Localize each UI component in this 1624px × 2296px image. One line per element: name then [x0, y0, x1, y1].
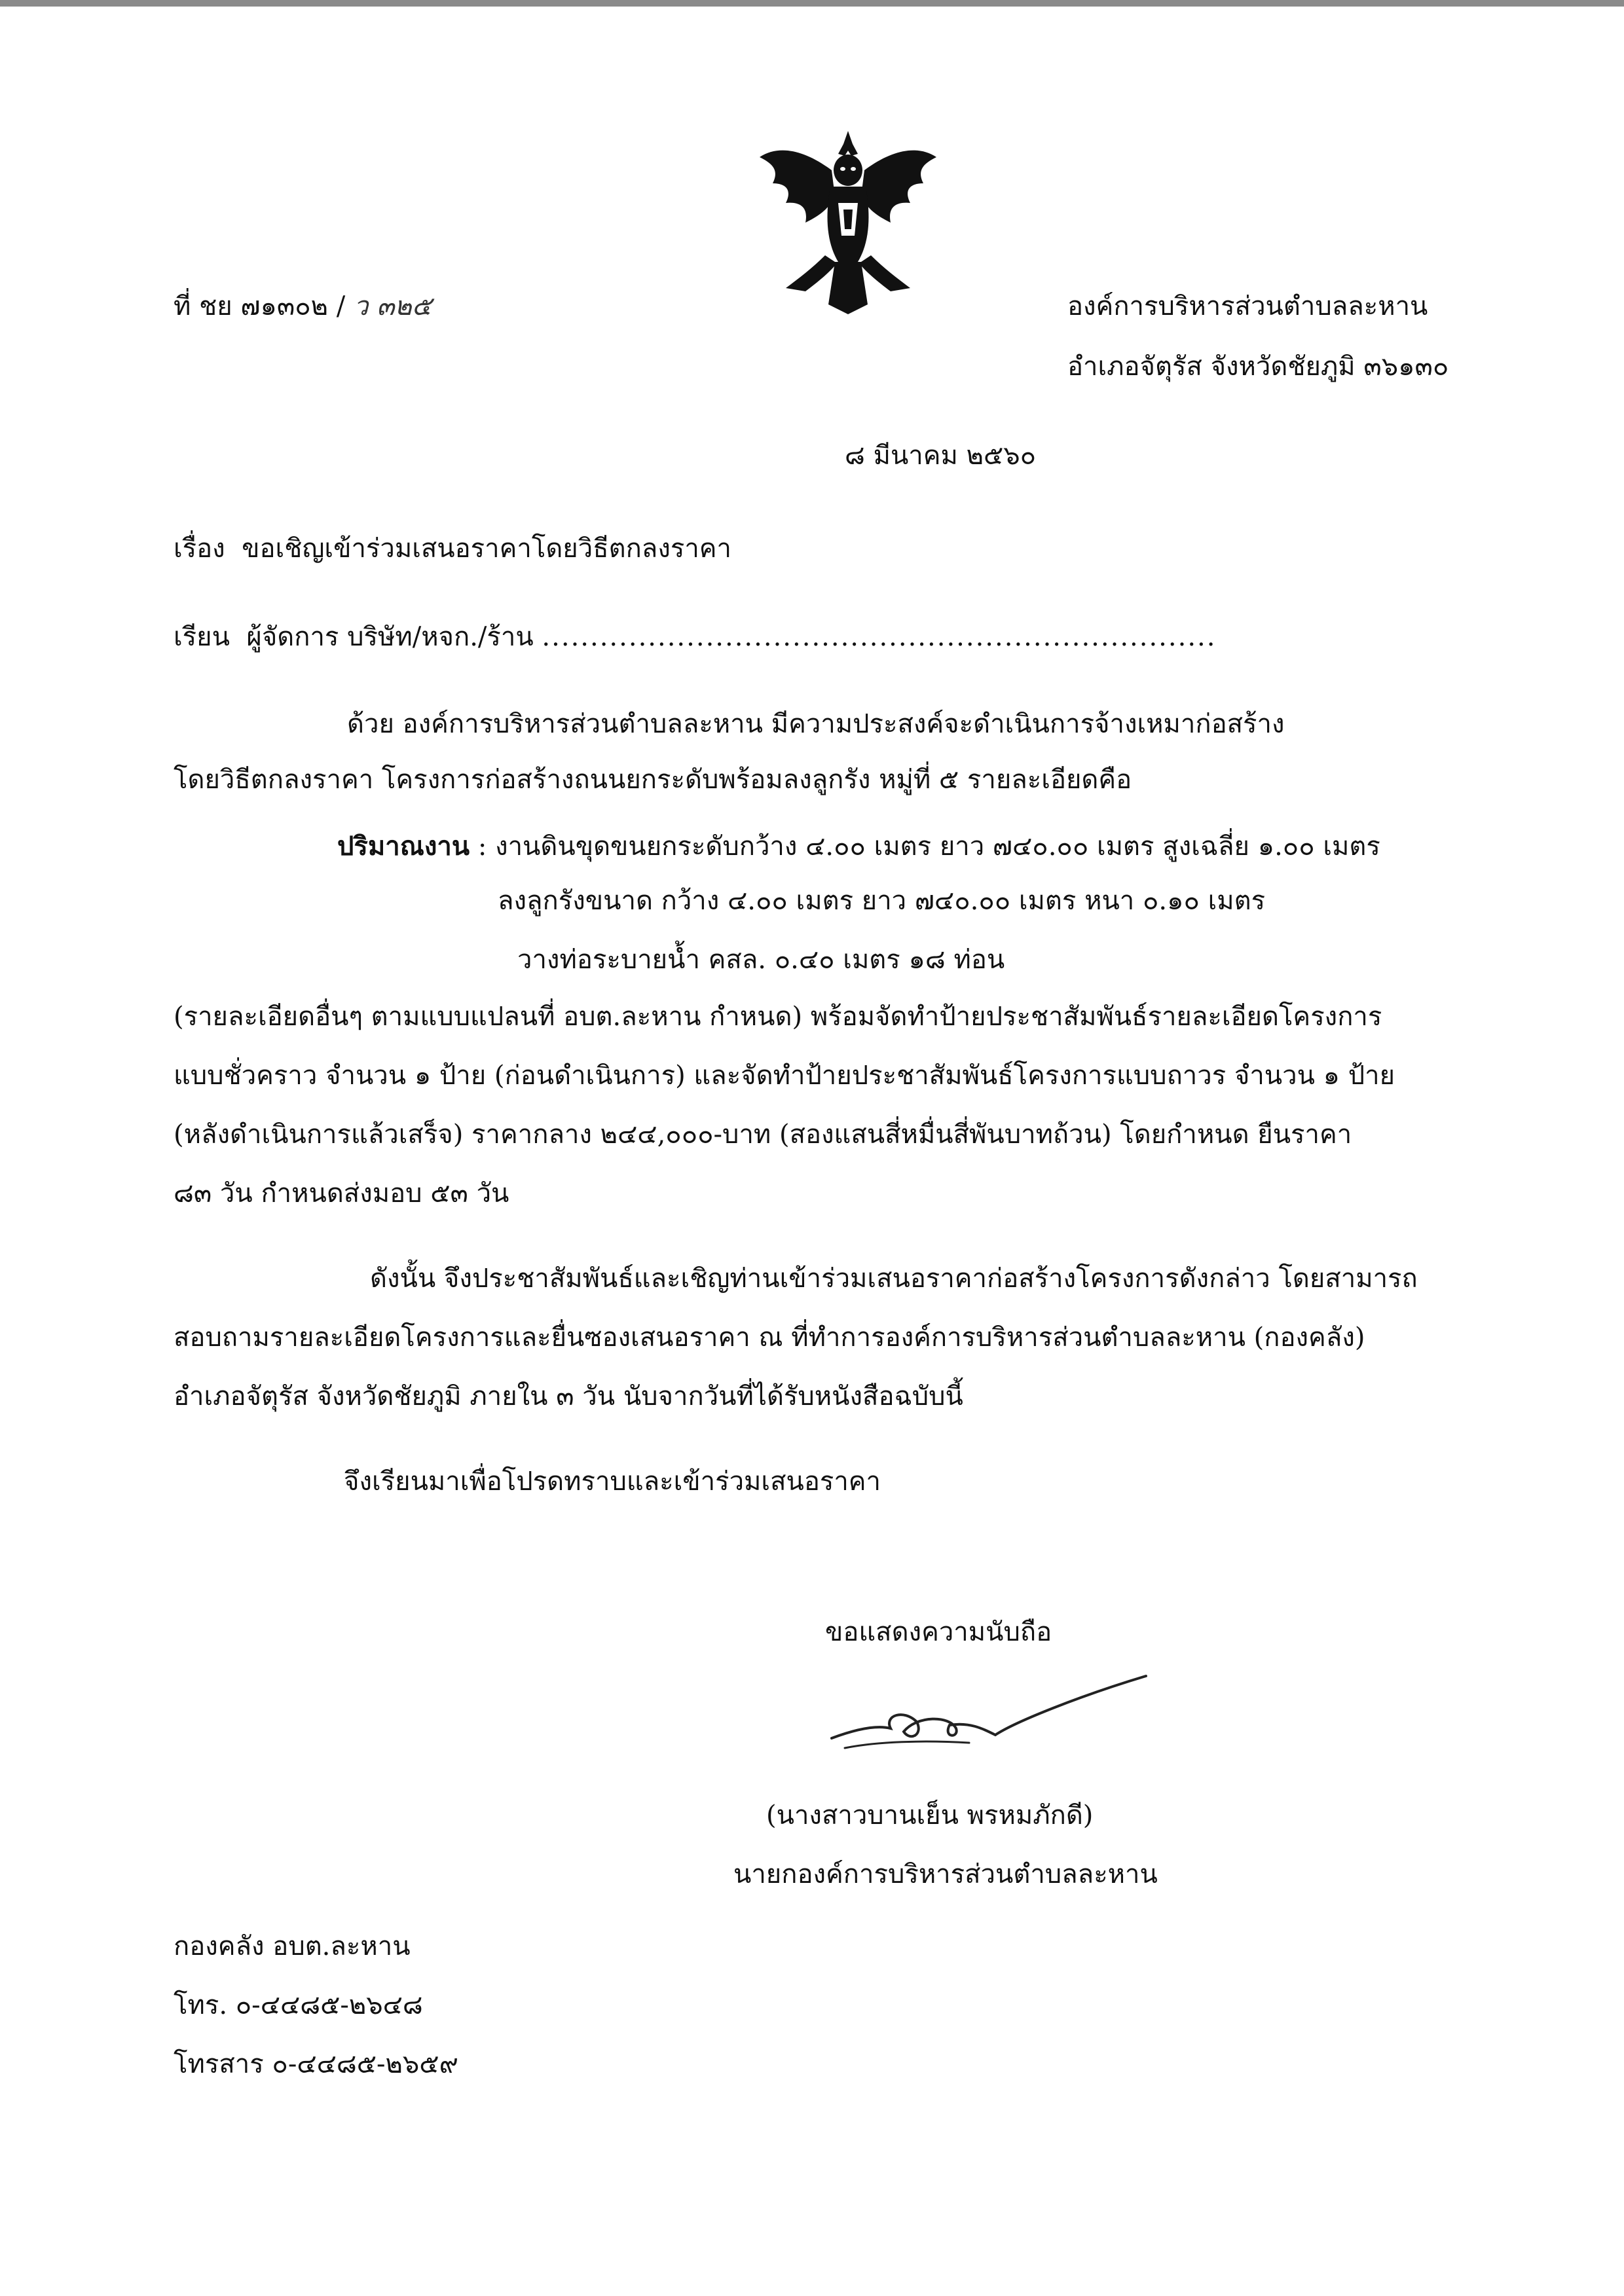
paragraph-1-line-1: ด้วย องค์การบริหารส่วนตำบลละหาน มีความประสงค์จะดำเนินการจ้างเหมาก่อสร้าง: [347, 709, 1285, 739]
reference-number-handwritten: ว ๓๒๕: [353, 291, 432, 321]
footer-department: กองคลัง อบต.ละหาน: [174, 1931, 411, 1961]
subject-label: เรื่อง: [174, 534, 225, 564]
closing-regards: ขอแสดงความนับถือ: [825, 1617, 1052, 1647]
org-address: อำเภอจัตุรัส จังหวัดชัยภูมิ ๓๖๑๓๐: [1067, 352, 1449, 382]
signer-title: นายกองค์การบริหารส่วนตำบลละหาน: [733, 1859, 1158, 1889]
work-quantity-line-1: [337, 828, 1380, 865]
paragraph-3-line-1: ดังนั้น จึงประชาสัมพันธ์และเชิญท่านเข้าร่วมเสนอราคาก่อสร้างโครงการดังกล่าว โดยสามารถ: [370, 1264, 1418, 1294]
recipient-text: ผู้จัดการ บริษัท/หจก./ร้าน: [246, 622, 534, 652]
scan-top-edge: [0, 0, 1624, 7]
recipient-blank: ......................................................................: [542, 622, 1217, 652]
work-quantity-label: ปริมาณงาน: [337, 831, 470, 862]
paragraph-3-line-2: สอบถามรายละเอียดโครงการและยื่นซองเสนอราคา ณ ที่ทำการองค์การบริหารส่วนตำบลละหาน (กองคลัง): [174, 1322, 1365, 1353]
recipient-line: [174, 619, 1216, 655]
work-quantity-line-2: ลงลูกรังขนาด กว้าง ๔.๐๐ เมตร ยาว ๗๔๐.๐๐ เมตร หนา ๐.๑๐ เมตร: [498, 886, 1266, 916]
footer-fax: โทรสาร ๐-๔๔๘๕-๒๖๕๙: [174, 2049, 458, 2079]
org-name: องค์การบริหารส่วนตำบลละหาน: [1067, 291, 1428, 321]
work-quantity-line-3: วางท่อระบายน้ำ คสล. ๐.๔๐ เมตร ๑๘ ท่อน: [517, 945, 1005, 975]
paragraph-1-line-2: โดยวิธีตกลงราคา โครงการก่อสร้างถนนยกระดับพร้อมลงลูกรัง หมู่ที่ ๕ รายละเอียดคือ: [174, 765, 1132, 795]
paragraph-2-line-1: (รายละเอียดอื่นๆ ตามแบบแปลนที่ อบต.ละหาน กำหนด) พร้อมจัดทำป้ายประชาสัมพันธ์รายละเอียดโครงการ: [174, 1002, 1382, 1032]
paragraph-2-line-2: แบบชั่วคราว จำนวน ๑ ป้าย (ก่อนดำเนินการ) และจัดทำป้ายประชาสัมพันธ์โครงการแบบถาวร จำนวน ๑ ป้าย: [174, 1061, 1395, 1091]
garuda-emblem-icon: [753, 124, 943, 321]
reference-number-printed: ที่ ชย ๗๑๓๐๒ /: [174, 291, 346, 321]
reference-number: [174, 288, 432, 325]
work-quantity-item-1: : งานดินขุดขนยกระดับกว้าง ๔.๐๐ เมตร ยาว ๗๔๐.๐๐ เมตร สูงเฉลี่ย ๑.๐๐ เมตร: [477, 831, 1380, 862]
footer-telephone: โทร. ๐-๔๔๘๕-๒๖๔๘: [174, 1990, 423, 2020]
recipient-label: เรียน: [174, 622, 230, 652]
subject-line: [174, 530, 731, 567]
document-date: ๘ มีนาคม ๒๕๖๐: [845, 441, 1037, 471]
paragraph-4-line-1: จึงเรียนมาเพื่อโปรดทราบและเข้าร่วมเสนอราคา: [344, 1467, 881, 1497]
paragraph-2-line-3: (หลังดำเนินการแล้วเสร็จ) ราคากลาง ๒๔๔,๐๐๐-บาท (สองแสนสี่หมื่นสี่พันบาทถ้วน) โดยกำหนด ยืนราคา: [174, 1120, 1352, 1150]
signature-icon: [819, 1663, 1159, 1761]
signer-name: (นางสาวบานเย็น พรหมภักดี): [766, 1800, 1094, 1831]
subject-text: ขอเชิญเข้าร่วมเสนอราคาโดยวิธีตกลงราคา: [242, 534, 732, 564]
paragraph-3-line-3: อำเภอจัตุรัส จังหวัดชัยภูมิ ภายใน ๓ วัน นับจากวันที่ได้รับหนังสือฉบับนี้: [174, 1381, 963, 1412]
paragraph-2-line-4: ๘๓ วัน กำหนดส่งมอบ ๕๓ วัน: [174, 1178, 509, 1209]
